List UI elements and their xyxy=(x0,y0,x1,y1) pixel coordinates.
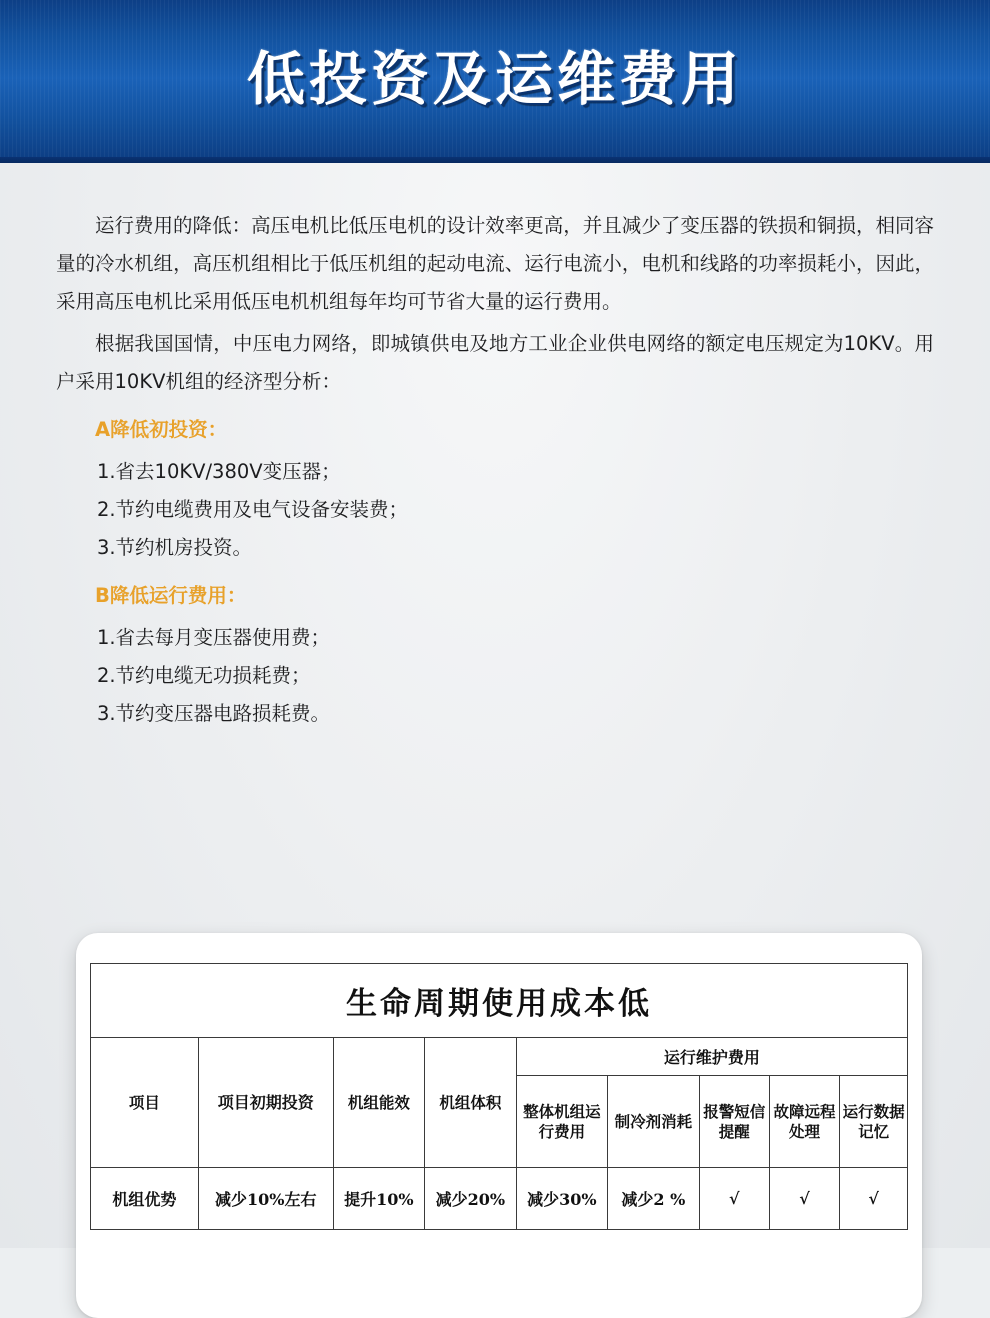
cell-volume: 减少20% xyxy=(425,1168,517,1230)
cost-table-wrapper xyxy=(90,963,908,1288)
column-header-refrigerant-consumption: 制冷剂消耗 xyxy=(608,1076,700,1168)
section-heading-a: A降低初投资： xyxy=(95,418,228,441)
cell-data-logging-check: √ xyxy=(840,1168,908,1230)
column-header-efficiency: 机组能效 xyxy=(333,1038,425,1168)
cell-sms-alarm-check: √ xyxy=(699,1168,769,1230)
cell-remote-fault-check: √ xyxy=(769,1168,839,1230)
column-header-project: 项目 xyxy=(91,1038,199,1168)
paragraph-1: 运行费用的降低：高压电机比低压电机的设计效率更高，并且减少了变压器的铁损和铜损，相同容量的冷水机组，高压机组相比于低压机组的起动电流、运行电流小，电机和线路的功率损耗小，因此，采用高压电机比采用低压电机机组每年均可节省大量的运行费用。 xyxy=(56,214,934,313)
article-content xyxy=(0,163,990,733)
section-b-list xyxy=(56,619,934,733)
column-group-header-om-cost: 运行维护费用 xyxy=(516,1038,907,1076)
column-header-sms-alarm: 报警短信提醒 xyxy=(699,1076,769,1168)
table-row xyxy=(91,1168,908,1230)
column-header-volume: 机组体积 xyxy=(425,1038,517,1168)
table-title-row xyxy=(91,964,908,1038)
cost-table xyxy=(90,963,908,1230)
table-group-header-row xyxy=(91,1038,908,1076)
list-item: 1.省去每月变压器使用费； xyxy=(96,626,331,649)
list-item: 2.节约电缆无功损耗费； xyxy=(96,664,311,687)
cell-refrigerant-consumption: 减少2 % xyxy=(608,1168,700,1230)
column-header-remote-fault: 故障远程处理 xyxy=(769,1076,839,1168)
cost-table-card xyxy=(76,933,922,1318)
section-a-list xyxy=(56,453,934,567)
cell-initial-investment: 减少10%左右 xyxy=(198,1168,333,1230)
page-banner xyxy=(0,0,990,163)
column-header-operating-cost: 整体机组运行费用 xyxy=(516,1076,608,1168)
list-item: 2.节约电缆费用及电气设备安装费； xyxy=(96,498,409,521)
column-header-data-logging: 运行数据记忆 xyxy=(840,1076,908,1168)
page-body xyxy=(0,163,990,1248)
column-header-initial-investment: 项目初期投资 xyxy=(198,1038,333,1168)
section-heading-b: B降低运行费用： xyxy=(95,584,247,607)
cell-efficiency: 提升10% xyxy=(333,1168,425,1230)
cell-operating-cost: 减少30% xyxy=(516,1168,608,1230)
table-title: 生命周期使用成本低 xyxy=(91,964,908,1038)
row-label: 机组优势 xyxy=(91,1168,199,1230)
page-title: 低投资及运维费用 xyxy=(246,44,743,113)
list-item: 3.节约变压器电路损耗费。 xyxy=(96,702,331,725)
paragraph-2: 根据我国国情，中压电力网络，即城镇供电及地方工业企业供电网络的额定电压规定为10KV。用户采用10KV机组的经济型分析： xyxy=(56,332,934,393)
list-item: 3.节约机房投资。 xyxy=(96,536,253,559)
list-item: 1.省去10KV/380V变压器； xyxy=(96,460,341,483)
